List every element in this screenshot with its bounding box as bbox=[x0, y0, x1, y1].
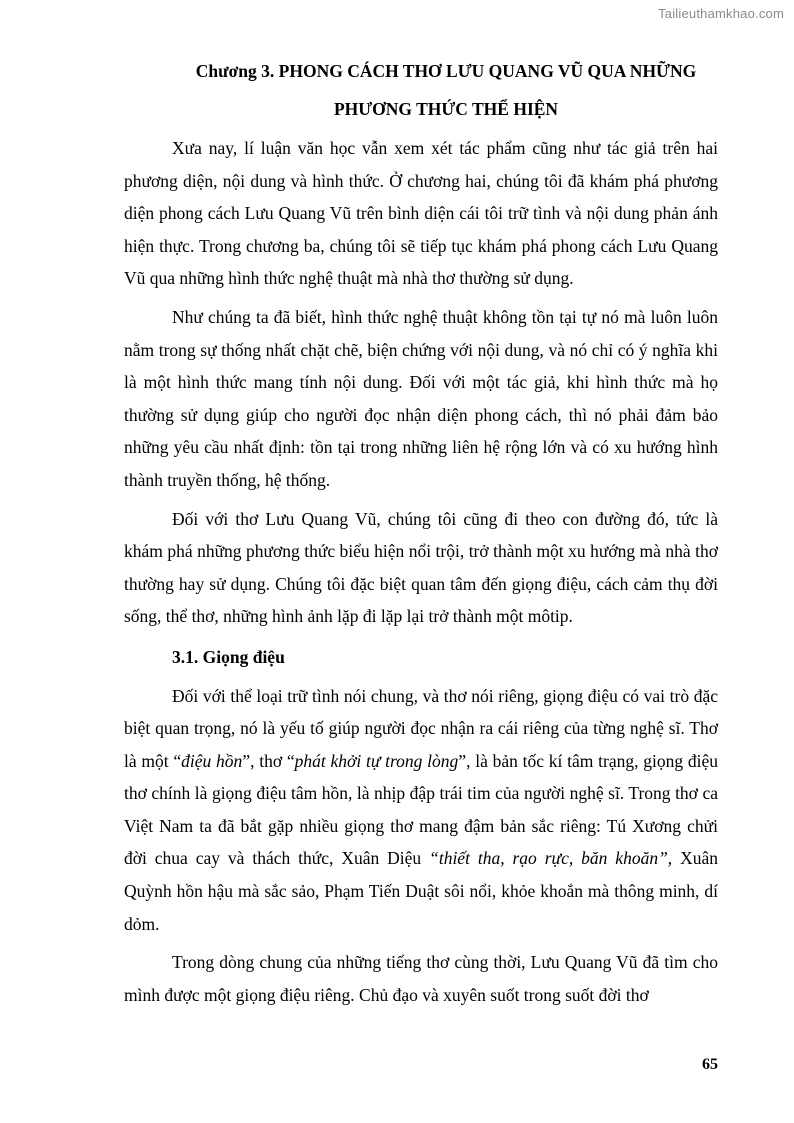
paragraph-4-text-d: Xuân Quỳnh hồn hậu mà sắc sảo, Phạm Tiến Duật sôi nổi, khỏe khoắn mà thông minh, dí dỏm. bbox=[124, 848, 719, 934]
watermark: Tailieuthamkhao.com bbox=[658, 6, 784, 21]
paragraph-4-text-c: ”, là bản tốc kí tâm trạng, giọng điệu thơ chính là giọng điệu tâm hồn, là nhịp đập trái tim của người nghệ sĩ. Trong thơ ca Việt Nam ta đã bắt gặp nhiều giọng thơ mang đậm bản sắc riêng: Tú Xương chửi đời chua cay và thách thức, Xuân Diệu bbox=[124, 750, 719, 869]
document-page bbox=[124, 52, 718, 1011]
paragraph-1: Xưa nay, lí luận văn học vẫn xem xét tác phẩm cũng như tác giả trên hai phương diện, nội dung và hình thức. Ở chương hai, chúng tôi đã khám phá phương diện phong cách Lưu Quang Vũ trên bình diện cái tôi trữ tình và nội dung phản ánh hiện thực. Trong chương ba, chúng tôi sẽ tiếp tục khám phá phong cách Lưu Quang Vũ qua những hình thức nghệ thuật mà nhà thơ thường sử dụng. bbox=[124, 138, 718, 289]
paragraph-4 bbox=[124, 680, 718, 941]
paragraph-4-italic-3: “thiết tha, rạo rực, băn khoăn”, bbox=[429, 848, 673, 869]
paragraph-5: Trong dòng chung của những tiếng thơ cùng thời, Lưu Quang Vũ đã tìm cho mình được một giọng điệu riêng. Chủ đạo và xuyên suốt trong suốt đời thơ bbox=[124, 952, 718, 1005]
paragraph-4-text-a: Đối với thể loại trữ tình nói chung, và thơ nói riêng, giọng điệu có vai trò đặc biệt quan trọng, nó là yếu tố giúp người đọc nhận ra cái riêng của từng nghệ sĩ. Thơ là một “ bbox=[124, 685, 718, 771]
paragraph-2: Như chúng ta đã biết, hình thức nghệ thuật không tồn tại tự nó mà luôn luôn nằm trong sự thống nhất chặt chẽ, biện chứng với nội dung, và nó chỉ có ý nghĩa khi là một hình thức mang tính nội dung. Đối với một tác giả, khi hình thức mà họ thường sử dụng giúp cho người đọc nhận diện phong cách, thì nó phải đảm bảo những yêu cầu nhất định: tồn tại trong những liên hệ rộng lớn và có xu hướng hình thành truyền thống, hệ thống. bbox=[124, 306, 718, 490]
section-heading: 3.1. Giọng điệu bbox=[172, 646, 285, 667]
paragraph-4-italic-2: phát khởi tự trong lòng bbox=[294, 750, 459, 771]
page-number: 65 bbox=[702, 1056, 718, 1073]
chapter-title-line2: PHƯƠNG THỨC THỂ HIỆN bbox=[333, 99, 559, 119]
paragraph-3: Đối với thơ Lưu Quang Vũ, chúng tôi cũng đi theo con đường đó, tức là khám phá những phương thức biểu hiện nổi trội, trở thành một xu hướng mà nhà thơ thường hay sử dụng. Chúng tôi đặc biệt quan tâm đến giọng điệu, cách cảm thụ đời sống, thể thơ, những hình ảnh lặp đi lặp lại trở thành một môtip. bbox=[124, 508, 718, 627]
paragraph-4-italic-1: điệu hồn bbox=[181, 750, 243, 771]
chapter-title-line1: Chương 3. PHONG CÁCH THƠ LƯU QUANG VŨ QUA NHỮNG bbox=[195, 61, 697, 81]
paragraph-4-text-b: ”, thơ “ bbox=[242, 750, 295, 771]
